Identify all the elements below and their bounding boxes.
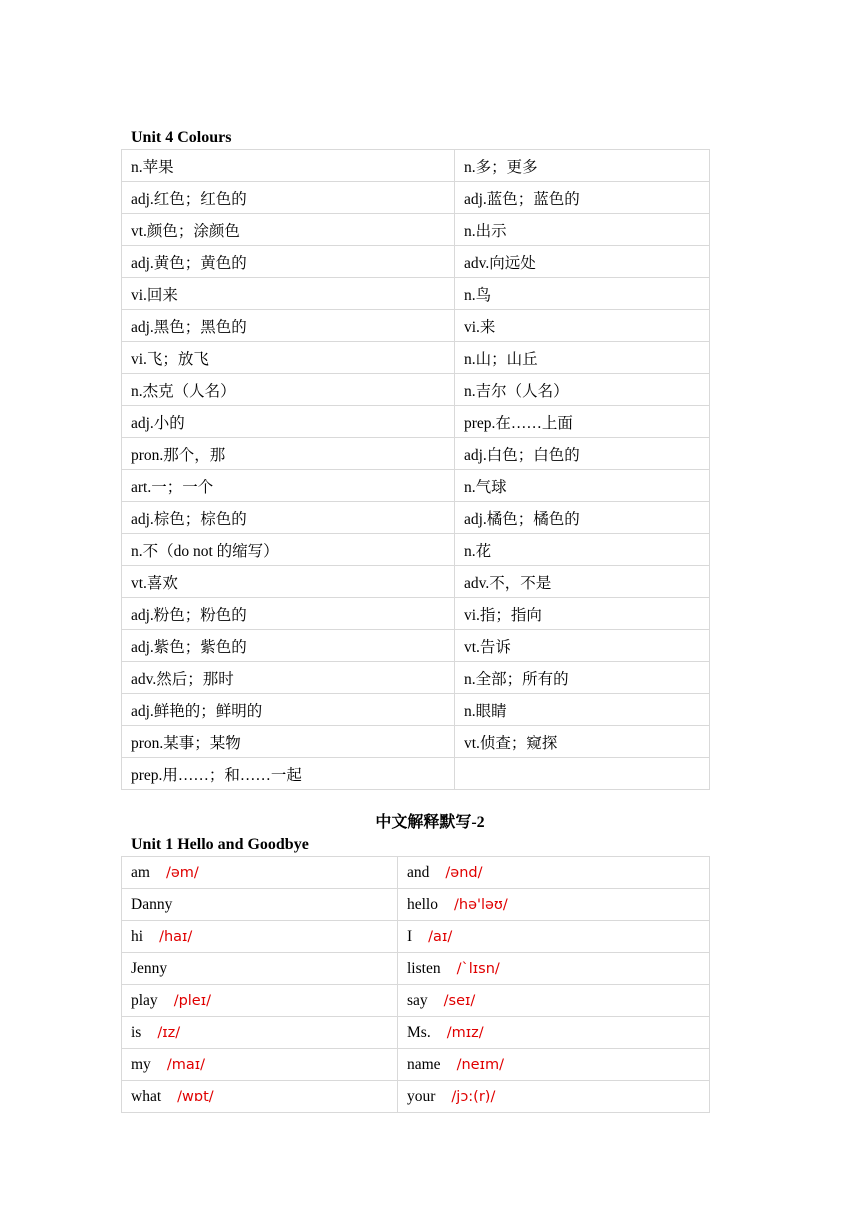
definition-cell: adv.不，不是	[455, 566, 710, 598]
vocab-cell	[122, 857, 398, 889]
vocab-cell	[398, 1081, 710, 1113]
definition-cell: vt.告诉	[455, 630, 710, 662]
table-row	[122, 953, 710, 985]
definition-cell: adj.黄色；黄色的	[122, 246, 455, 278]
definition-cell: vt.侦查；窥探	[455, 726, 710, 758]
table-row	[122, 921, 710, 953]
vocab-word: what	[131, 1087, 162, 1105]
phonetic-transcription: /pleɪ/	[173, 992, 211, 1009]
definition-cell: n.吉尔（人名）	[455, 374, 710, 406]
table-row	[122, 470, 710, 502]
vocab-cell	[122, 985, 398, 1017]
definition-cell: adj.蓝色；蓝色的	[455, 182, 710, 214]
table-row	[122, 502, 710, 534]
definition-cell: adj.白色；白色的	[455, 438, 710, 470]
phonetic-transcription: /mɪz/	[446, 1024, 484, 1041]
definition-cell: vi.飞；放飞	[122, 342, 455, 374]
definition-cell: n.山；山丘	[455, 342, 710, 374]
vocab-word: Jenny	[131, 959, 168, 977]
definition-cell	[455, 758, 710, 790]
definition-cell: prep.用……；和……一起	[122, 758, 455, 790]
vocab-word: and	[407, 863, 430, 881]
table-row	[122, 1081, 710, 1113]
definition-cell: vi.指；指向	[455, 598, 710, 630]
definition-cell: vt.喜欢	[122, 566, 455, 598]
definition-cell: adj.粉色；粉色的	[122, 598, 455, 630]
definition-cell: pron.某事；某物	[122, 726, 455, 758]
table-row	[122, 662, 710, 694]
table-row	[122, 1017, 710, 1049]
vocab-cell	[122, 1017, 398, 1049]
vocab-cell	[122, 953, 398, 985]
vocab-word: play	[131, 991, 158, 1009]
definition-cell: adj.橘色；橘色的	[455, 502, 710, 534]
vocab-word: my	[131, 1055, 151, 1073]
table-row	[122, 310, 710, 342]
vocab-word: hello	[407, 895, 438, 913]
definition-cell: n.鸟	[455, 278, 710, 310]
definition-cell: n.全部；所有的	[455, 662, 710, 694]
definition-cell: n.出示	[455, 214, 710, 246]
phonetic-transcription: /hə'ləʊ/	[454, 896, 508, 913]
definition-cell: n.不（do not 的缩写）	[122, 534, 455, 566]
definition-cell: vi.来	[455, 310, 710, 342]
table-row	[122, 598, 710, 630]
definition-cell: n.气球	[455, 470, 710, 502]
table-row	[122, 630, 710, 662]
phonetic-transcription: /jɔ:(r)/	[451, 1088, 496, 1105]
vocab-word: Ms.	[407, 1023, 431, 1041]
phonetic-transcription: /aɪ/	[428, 928, 453, 945]
definition-cell: adv.然后；那时	[122, 662, 455, 694]
phonetic-transcription: /maɪ/	[166, 1056, 205, 1073]
vocab-word: say	[407, 991, 428, 1009]
phonetic-transcription: /neɪm/	[456, 1056, 504, 1073]
definition-cell: n.杰克（人名）	[122, 374, 455, 406]
unit4-title: Unit 4 Colours	[131, 129, 232, 146]
vocab-cell	[122, 1049, 398, 1081]
vocab-word: hi	[131, 927, 144, 945]
definition-cell: n.眼睛	[455, 694, 710, 726]
definition-cell: n.花	[455, 534, 710, 566]
table-row	[122, 438, 710, 470]
table-row	[122, 758, 710, 790]
table-row	[122, 694, 710, 726]
table-row	[122, 342, 710, 374]
definition-cell: vt.颜色；涂颜色	[122, 214, 455, 246]
table-row	[122, 857, 710, 889]
table-row	[122, 534, 710, 566]
vocab-cell	[398, 1049, 710, 1081]
unit1-vocab-table	[121, 856, 710, 1113]
phonetic-transcription: /seɪ/	[443, 992, 476, 1009]
definition-cell: adj.小的	[122, 406, 455, 438]
definition-cell: n.多；更多	[455, 150, 710, 182]
table-row	[122, 406, 710, 438]
definition-cell: prep.在……上面	[455, 406, 710, 438]
table-row	[122, 566, 710, 598]
unit4-vocab-table	[121, 149, 710, 790]
phonetic-transcription: /wɒt/	[177, 1088, 214, 1105]
table-row	[122, 726, 710, 758]
definition-cell: adj.黑色；黑色的	[122, 310, 455, 342]
phonetic-transcription: /haɪ/	[159, 928, 193, 945]
table-row	[122, 214, 710, 246]
section-heading: 中文解释默写-2	[375, 814, 485, 831]
vocab-cell	[122, 1081, 398, 1113]
table-row	[122, 150, 710, 182]
definition-cell: adj.棕色；棕色的	[122, 502, 455, 534]
vocab-word: listen	[407, 959, 441, 977]
vocab-cell	[398, 857, 710, 889]
vocab-word: am	[131, 863, 150, 881]
definition-cell: n.苹果	[122, 150, 455, 182]
vocab-cell	[122, 921, 398, 953]
table-row	[122, 1049, 710, 1081]
table-row	[122, 182, 710, 214]
table-row	[122, 278, 710, 310]
definition-cell: vi.回来	[122, 278, 455, 310]
definition-cell: pron.那个，那	[122, 438, 455, 470]
vocab-cell	[398, 889, 710, 921]
definition-cell: adv.向远处	[455, 246, 710, 278]
vocab-cell	[398, 1017, 710, 1049]
vocab-cell	[398, 985, 710, 1017]
vocab-cell	[398, 953, 710, 985]
definition-cell: adj.红色；红色的	[122, 182, 455, 214]
definition-cell: art.一；一个	[122, 470, 455, 502]
unit1-title: Unit 1 Hello and Goodbye	[131, 836, 309, 853]
table-row	[122, 374, 710, 406]
phonetic-transcription: /`lɪsn/	[456, 960, 500, 977]
definition-cell: adj.紫色；紫色的	[122, 630, 455, 662]
vocab-word: Danny	[131, 895, 173, 913]
phonetic-transcription: /ənd/	[445, 864, 483, 881]
definition-cell: adj.鲜艳的；鲜明的	[122, 694, 455, 726]
vocab-word: name	[407, 1055, 441, 1073]
phonetic-transcription: /ɪz/	[157, 1024, 181, 1041]
vocab-word: is	[131, 1023, 142, 1041]
table-row	[122, 246, 710, 278]
table-row	[122, 889, 710, 921]
vocab-cell	[122, 889, 398, 921]
phonetic-transcription: /əm/	[165, 864, 199, 881]
vocab-word: your	[407, 1087, 436, 1105]
vocab-cell	[398, 921, 710, 953]
vocab-word: I	[407, 927, 413, 945]
table-row	[122, 985, 710, 1017]
